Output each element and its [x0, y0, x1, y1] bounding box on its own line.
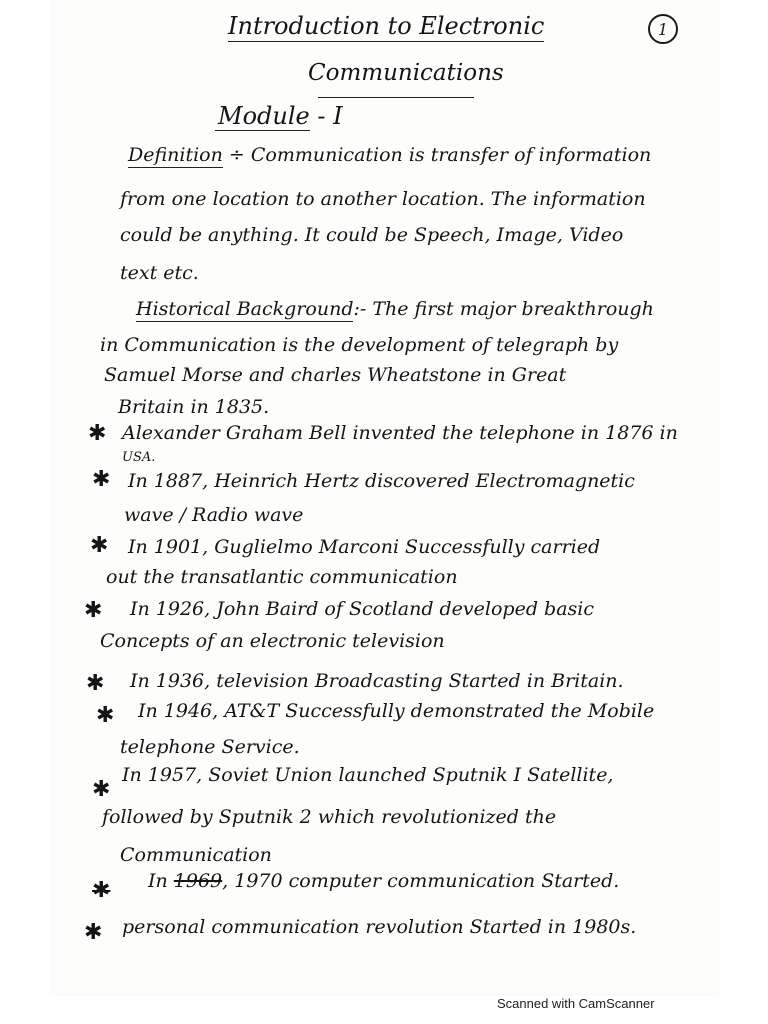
- asterisk-bullet-icon: ✱: [84, 920, 103, 945]
- definition-separator: ÷: [228, 144, 245, 166]
- module-underline: [215, 130, 310, 131]
- history-first-line: [136, 300, 654, 319]
- bullet-line: USA.: [122, 450, 156, 465]
- history-line: The first major breakthrough: [372, 298, 654, 320]
- definition-line: text etc.: [120, 262, 199, 284]
- definition-line: Communication is transfer of information: [250, 144, 652, 166]
- page-number-badge: [648, 14, 678, 44]
- bullet-line: In 1957, Soviet Union launched Sputnik I Satellite,: [122, 764, 614, 786]
- bullet-line: Alexander Graham Bell invented the telephone in 1876 in: [122, 422, 678, 444]
- definition-line: from one location to another location. The information: [120, 188, 646, 210]
- bullet-line: In 1936, television Broadcasting Started in Britain.: [130, 670, 624, 692]
- history-line: Samuel Morse and charles Wheatstone in Great: [104, 364, 567, 386]
- title-underline: [318, 97, 474, 98]
- bullet-line: wave / Radio wave: [124, 504, 304, 526]
- bullet-line: Communication: [120, 844, 272, 866]
- bullet-line: In 1901, Guglielmo Marconi Successfully carried: [128, 536, 601, 558]
- module-heading: Module - I: [218, 102, 343, 130]
- bullet-line: telephone Service.: [120, 736, 300, 758]
- definition-first-line: [128, 146, 651, 165]
- bullet-line: In 1926, John Baird of Scotland developed basic: [130, 598, 594, 620]
- history-label: Historical Background: [136, 298, 354, 320]
- asterisk-bullet-icon: ✱: [92, 467, 111, 492]
- bullet-line: In 1946, AT&T Successfully demonstrated the Mobile: [138, 700, 655, 722]
- asterisk-bullet-icon: ✱: [96, 703, 115, 728]
- bullet-line: In 1887, Heinrich Hertz discovered Electromagnetic: [128, 470, 635, 492]
- asterisk-bullet-icon: ✱: [92, 777, 111, 802]
- page-title-line1: Introduction to Electronic: [228, 12, 545, 40]
- bullet-line: In 1969, 1970 computer communication Started.: [148, 870, 620, 892]
- history-separator: :-: [353, 298, 367, 320]
- scan-margin: [0, 0, 52, 1024]
- struck-asterisk-bullet-icon: ✱: [92, 878, 111, 903]
- definition-line: could be anything. It could be Speech, Image, Video: [120, 224, 624, 246]
- bullet-line: out the transatlantic communication: [106, 566, 458, 588]
- history-line: Britain in 1835.: [118, 396, 270, 418]
- page-number: 1: [657, 19, 669, 39]
- bullet-line: followed by Sputnik 2 which revolutionized the: [102, 806, 557, 828]
- history-line: in Communication is the development of telegraph by: [100, 334, 619, 356]
- asterisk-bullet-icon: ✱: [86, 671, 105, 696]
- asterisk-bullet-icon: ✱: [84, 598, 103, 623]
- bullet-line: Concepts of an electronic television: [100, 630, 445, 652]
- bullet-line: personal communication revolution Started in 1980s.: [122, 916, 637, 938]
- definition-label: Definition: [128, 144, 223, 166]
- struck-year: 1969: [173, 870, 223, 892]
- asterisk-bullet-icon: ✱: [88, 421, 107, 446]
- asterisk-bullet-icon: ✱: [90, 533, 109, 558]
- page-title-line2: Communications: [308, 60, 504, 86]
- camscanner-credit: Scanned with CamScanner: [497, 996, 655, 1011]
